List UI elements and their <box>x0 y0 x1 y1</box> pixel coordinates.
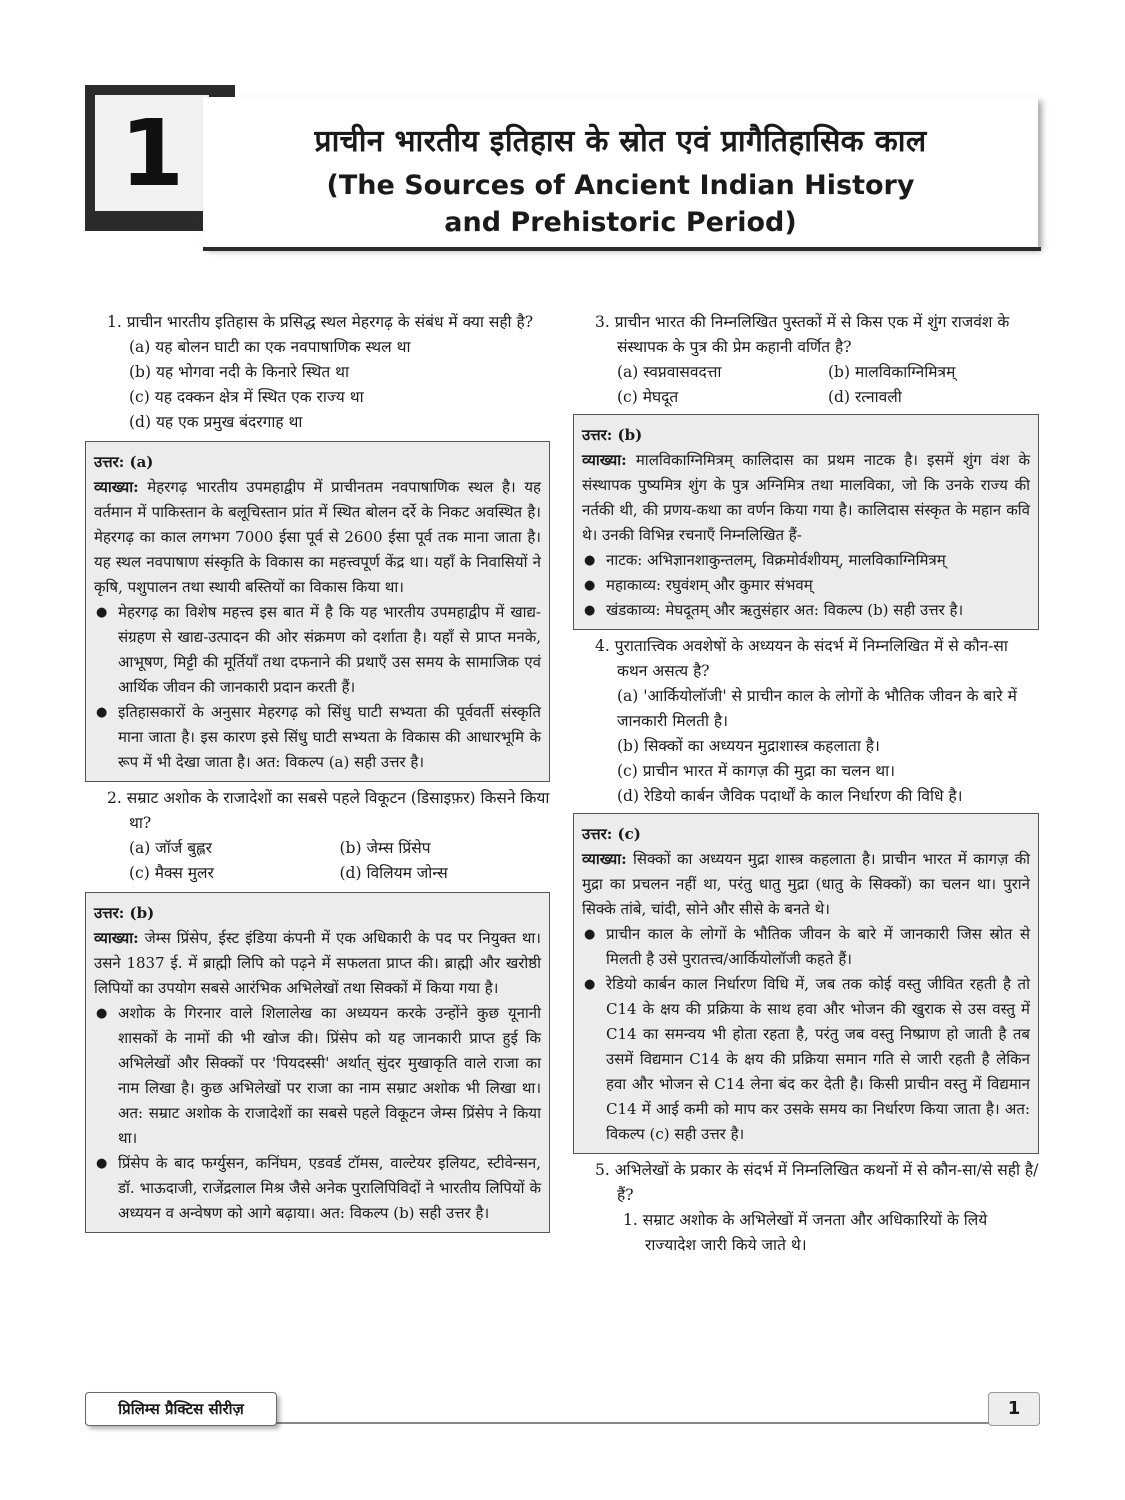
chapter-header <box>85 85 1040 255</box>
option-b: (b) जेम्स प्रिंसेप <box>339 839 431 857</box>
option-a: (a) यह बोलन घाटी का एक नवपाषाणिक स्थल था <box>129 338 411 356</box>
explanation-bullet: ● प्राचीन काल के लोगों के भौतिक जीवन के बारे में जानकारी जिस स्रोत से मिलती है उसे पुरातत्त्व/आर्कियोलॉजी कहते हैं। <box>582 922 1030 972</box>
series-label: प्रिलिम्स प्रैक्टिस सीरीज़ <box>85 1392 277 1426</box>
explanation-bullet: ● महाकाव्य: रघुवंशम् और कुमार संभवम् <box>582 573 1030 598</box>
question-1 <box>85 310 550 435</box>
option-c: (c) प्राचीन भारत में कागज़ की मुद्रा का चलन था। <box>617 762 896 780</box>
option-a: (a) जॉर्ज बुह्लर <box>129 839 212 857</box>
left-column <box>85 310 550 1233</box>
answer-label: उत्तर: (a) <box>94 453 154 471</box>
explanation-bullet: ● रेडियो कार्बन काल निर्धारण विधि में, जब तक कोई वस्तु जीवित रहती है तो C14 के क्षय की प्रक्रिया के साथ हवा और भोजन की खुराक से उस वस्तु में C14 का समन्वय भी होता रहता है, परंतु जब वस्तु निष्प्राण हो जाती है तब उसमें विद्यमान C14 के क्षय की प्रक्रिया समान गति से जारी रहती है लेकिन हवा और भोजन से C14 लेना बंद कर देती है। किसी प्राचीन वस्तु में विद्यमान C14 में आई कमी को माप कर उसके समय का निर्धारण किया जाता है। अत: विकल्प (c) सही उत्तर है। <box>582 972 1030 1147</box>
question-2 <box>85 786 550 886</box>
option-d: (d) रेडियो कार्बन जैविक पदार्थों के काल निर्धारण की विधि है। <box>617 787 963 805</box>
right-column <box>573 310 1039 1258</box>
explanation-bullet: ● इतिहासकारों के अनुसार मेहरगढ़ को सिंधु घाटी सभ्यता की पूर्ववर्ती संस्कृति माना जाता है। इस कारण इसे सिंधु घाटी सभ्यता के विकास की आधारभूमि के रूप में भी देखा जाता है। अत: विकल्प (a) सही उत्तर है। <box>94 700 541 775</box>
question-stem: 3. प्राचीन भारत की निम्नलिखित पुस्तकों में से किस एक में शुंग राजवंश के संस्थापक के पुत्र की प्रेम कहानी वर्णित है? <box>595 313 1010 356</box>
question-stem: 5. अभिलेखों के प्रकार के संदर्भ में निम्नलिखित कथनों में से कौन-सा/से सही है/हैं? <box>595 1161 1039 1204</box>
answer-label: उत्तर: (c) <box>582 825 641 843</box>
answer-box-4 <box>573 813 1039 1154</box>
answer-box-1 <box>85 441 550 782</box>
chapter-number: 1 <box>95 95 209 211</box>
option-c: (c) यह दक्कन क्षेत्र में स्थित एक राज्य था <box>129 388 364 406</box>
question-stem: 1. प्राचीन भारतीय इतिहास के प्रसिद्ध स्थल मेहरगढ़ के संबंध में क्या सही है? <box>107 313 534 331</box>
chapter-title-english-line2: and Prehistoric Period) <box>444 207 797 238</box>
answer-box-3 <box>573 414 1039 630</box>
option-b: (b) सिक्कों का अध्ययन मुद्राशास्त्र कहलाता है। <box>617 737 880 755</box>
explanation-bullet: ● प्रिंसेप के बाद फर्ग्युसन, कनिंघम, एडवर्ड टॉमस, वाल्टेयर इलियट, स्टीवेन्सन, डॉ. भाऊदाजी, राजेंद्रलाल मिश्र जैसे अनेक पुरालिपिविदों ने भारतीय लिपियों के अध्ययन व अन्वेषण को आगे बढ़ाया। अत: विकल्प (b) सही उत्तर है। <box>94 1151 541 1226</box>
option-a: (a) 'आर्कियोलॉजी' से प्राचीन काल के लोगों के भौतिक जीवन के बारे में जानकारी मिलती है। <box>617 687 1017 730</box>
question-5 <box>573 1158 1039 1258</box>
question-3 <box>573 310 1039 410</box>
explanation-label: व्याख्या: <box>582 451 627 469</box>
question-stem: 4. पुरातात्त्विक अवशेषों के अध्ययन के संदर्भ में निम्नलिखित में से कौन-सा कथन असत्य है? <box>595 637 1008 680</box>
options-row <box>85 836 550 861</box>
explanation-bullet: ● नाटक: अभिज्ञानशाकुन्तलम्, विक्रमोर्वशीयम्, मालविकाग्निमित्रम् <box>582 548 1030 573</box>
answer-label: उत्तर: (b) <box>94 904 155 922</box>
explanation-text: मालविकाग्निमित्रम् कालिदास का प्रथम नाटक है। इसमें शुंग वंश के संस्थापक पुष्यमित्र शुंग के पुत्र अग्निमित्र तथा मालविका, जो कि उनके राज्य की नर्तकी थी, की प्रणय-कथा का वर्णन किया गया है। कालिदास संस्कृत के महान कवि थे। उनकी विभिन्न रचनाएँ निम्नलिखित हैं- <box>582 451 1030 544</box>
chapter-title-card <box>203 97 1038 247</box>
explanation-text: जेम्स प्रिंसेप, ईस्ट इंडिया कंपनी में एक अधिकारी के पद पर नियुक्त था। उसने 1837 ई. में ब्राह्मी लिपि को पढ़ने में सफलता प्राप्त की। ब्राह्मी और खरोष्ठी लिपियों का उपयोग सबसे आरंभिक अभिलेखों तथा सिक्कों में किया गया है। <box>94 929 541 997</box>
explanation-bullet: ● मेहरगढ़ का विशेष महत्त्व इस बात में है कि यह भारतीय उपमहाद्वीप में खाद्य-संग्रहण से खाद्य-उत्पादन की ओर संक्रमण को दर्शाता है। यहाँ से प्राप्त मनके, आभूषण, मिट्टी की मूर्तियाँ तथा दफनाने की प्रथाएँ उस समय के सामाजिक एवं आर्थिक जीवन की जानकारी प्रदान करती हैं। <box>94 600 541 700</box>
option-c: (c) मेघदूत <box>617 388 679 406</box>
explanation-text: सिक्कों का अध्ययन मुद्रा शास्त्र कहलाता है। प्राचीन भारत में कागज़ की मुद्रा का प्रचलन नहीं था, परंतु धातु मुद्रा (धातु के सिक्कों) का चलन था। पुराने सिक्के तांबे, चांदी, सोने और सीसे के बनते थे। <box>582 850 1030 918</box>
explanation-label: व्याख्या: <box>582 850 627 868</box>
chapter-title-english-line1: (The Sources of Ancient Indian History <box>326 170 915 201</box>
page-number: 1 <box>988 1392 1040 1426</box>
option-a: (a) स्वप्नवासवदत्ता <box>617 363 722 381</box>
explanation-text: मेहरगढ़ भारतीय उपमहाद्वीप में प्राचीनतम नवपाषाणिक स्थल है। यह वर्तमान में पाकिस्तान के बलूचिस्तान प्रांत में स्थित बोलन दर्रे के निकट अवस्थित है। मेहरगढ़ का काल लगभग 7000 ईसा पूर्व से 2600 ईसा पूर्व तक माना जाता है। यह स्थल नवपाषाण संस्कृति के विकास का महत्त्वपूर्ण केंद्र था। यहाँ के निवासियों ने कृषि, पशुपालन तथा स्थायी बस्तियों का विकास किया था। <box>94 478 541 596</box>
answer-label: उत्तर: (b) <box>582 426 643 444</box>
option-d: (d) यह एक प्रमुख बंदरगाह था <box>129 413 303 431</box>
options-row <box>573 360 1039 385</box>
explanation-bullet: ● अशोक के गिरनार वाले शिलालेख का अध्ययन करके उन्होंने कुछ यूनानी शासकों के नामों की भी खोज की। प्रिंसेप को यह जानकारी प्राप्त हुई कि अभिलेखों और सिक्कों पर 'पियदस्सी' अर्थात् सुंदर मुखाकृति वाले राजा का नाम लिखा है। कुछ अभिलेखों पर राजा का नाम सम्राट अशोक भी लिखा था। अत: सम्राट अशोक के राजादेशों का सबसे पहले विकूटन जेम्स प्रिंसेप ने किया था। <box>94 1001 541 1151</box>
explanation-label: व्याख्या: <box>94 929 139 947</box>
explanation-label: व्याख्या: <box>94 478 139 496</box>
question-4 <box>573 634 1039 809</box>
explanation-bullet: ● खंडकाव्य: मेघदूतम् और ऋतुसंहार अत: विकल्प (b) सही उत्तर है। <box>582 598 1030 623</box>
question-stem: 2. सम्राट अशोक के राजादेशों का सबसे पहले विकूटन (डिसाइफ़र) किसने किया था? <box>107 789 550 832</box>
option-b: (b) मालविकाग्निमित्रम् <box>828 363 956 381</box>
options-row <box>573 385 1039 410</box>
options-row <box>85 861 550 886</box>
chapter-title-english <box>203 167 1038 241</box>
statement-1: 1. सम्राट अशोक के अभिलेखों में जनता और अधिकारियों के लिये राज्यादेश जारी किये जाते थे। <box>623 1211 988 1254</box>
option-d: (d) विलियम जोन्स <box>339 864 448 882</box>
option-c: (c) मैक्स मुलर <box>129 864 214 882</box>
header-rule <box>203 247 1041 251</box>
chapter-title-hindi: प्राचीन भारतीय इतिहास के स्रोत एवं प्रागैतिहासिक काल <box>314 124 927 159</box>
option-b: (b) यह भोगवा नदी के किनारे स्थित था <box>129 363 350 381</box>
answer-box-2 <box>85 892 550 1233</box>
option-d: (d) रत्नावली <box>828 388 902 406</box>
